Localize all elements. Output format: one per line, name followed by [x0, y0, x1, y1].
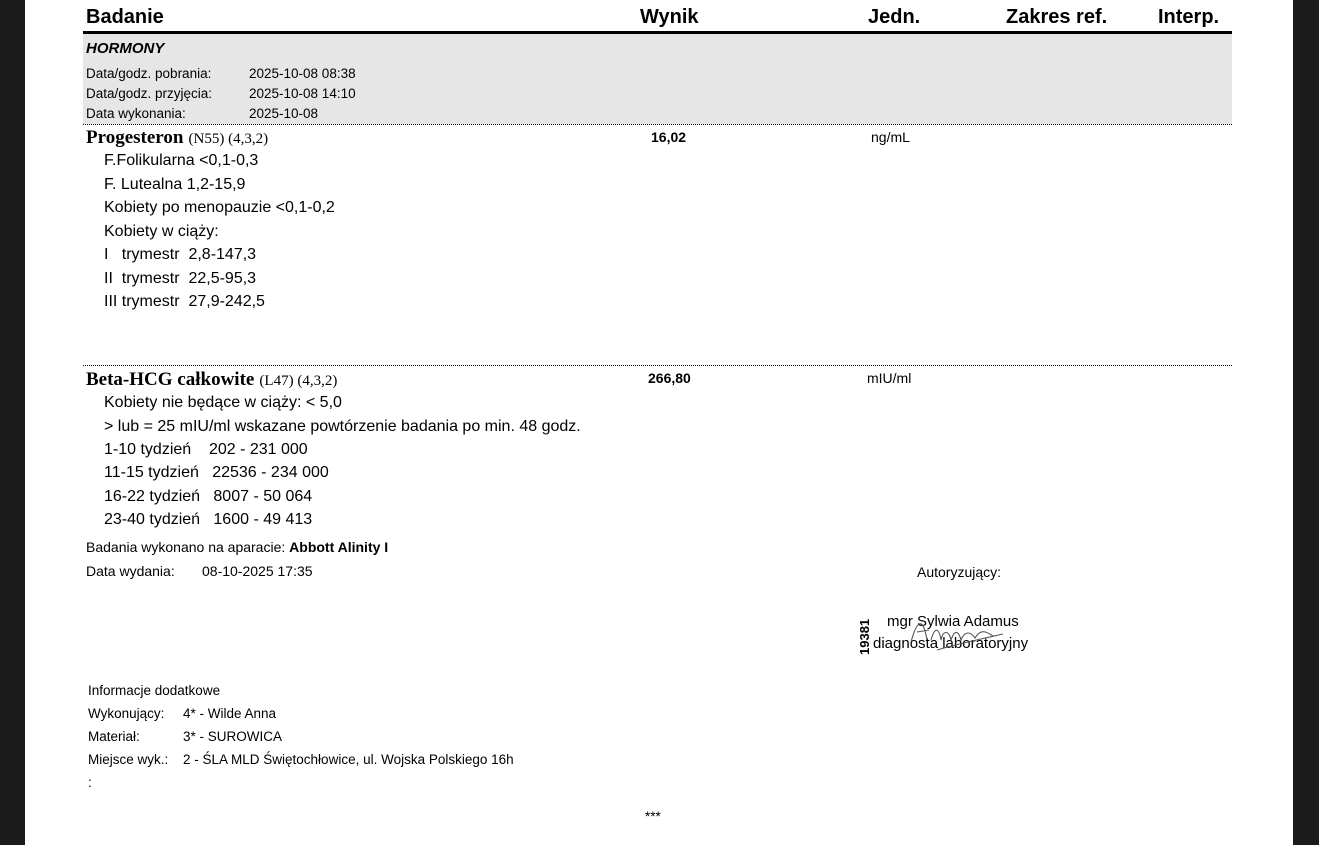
issue-value: 08-10-2025 17:35: [202, 563, 313, 579]
material-value: 3* - SUROWICA: [183, 729, 283, 744]
place-value: 2 - ŚLA MLD Świętochłowice, ul. Wojska Polskiego 16h: [183, 752, 514, 767]
material-label: Materiał:: [88, 729, 140, 744]
report-page: [25, 0, 1293, 845]
performer-label: Wykonujący:: [88, 706, 165, 721]
column-header-result: Wynik: [640, 6, 699, 28]
ref-line: 23-40 tydzień 1600 - 49 413: [104, 511, 313, 528]
ref-line: 1-10 tydzień 202 - 231 000: [104, 441, 308, 458]
device-info: [86, 539, 388, 555]
received-value: 2025-10-08 14:10: [249, 86, 356, 101]
device-value: Abbott Alinity I: [289, 539, 389, 555]
test-result: 16,02: [651, 129, 687, 145]
authorizer-name: mgr Sylwia Adamus: [887, 613, 1019, 630]
column-header-test: Badanie: [86, 6, 164, 28]
column-header-range: Zakres ref.: [1006, 6, 1108, 28]
test-name: Beta-HCG całkowite: [86, 369, 255, 390]
test-name: Progesteron: [86, 127, 184, 148]
performed-value: 2025-10-08: [249, 106, 319, 121]
ref-line: > lub = 25 mIU/ml wskazane powtórzenie badania po min. 48 godz.: [104, 418, 581, 435]
ref-line: 11-15 tydzień 22536 - 234 000: [104, 464, 329, 481]
test-result: 266,80: [648, 370, 691, 386]
ref-line: II trymestr 22,5-95,3: [104, 270, 257, 287]
device-label: Badania wykonano na aparacie:: [86, 539, 286, 555]
row-divider: [83, 365, 1232, 366]
performed-label: Data wykonania:: [86, 106, 186, 121]
place-label: Miejsce wyk.:: [88, 752, 169, 767]
authorization-label: Autoryzujący:: [917, 564, 1002, 580]
ref-line: I trymestr 2,8-147,3: [104, 246, 257, 263]
ref-line: F.Folikularna <0,1-0,3: [104, 152, 259, 169]
authorizer-id: 19381: [857, 618, 872, 655]
section-title: HORMONY: [86, 40, 165, 57]
row-divider: [83, 124, 1232, 125]
collected-label: Data/godz. pobrania:: [86, 66, 212, 81]
test-unit: mIU/ml: [867, 370, 912, 386]
ref-line: III trymestr 27,9-242,5: [104, 293, 265, 310]
ref-line: Kobiety nie będące w ciąży: < 5,0: [104, 394, 342, 411]
issue-label: Data wydania:: [86, 563, 175, 579]
additional-title: Informacje dodatkowe: [88, 683, 221, 698]
end-marker: ***: [645, 809, 661, 824]
additional-extra: :: [88, 775, 92, 790]
test-code: (L47) (4,3,2): [259, 373, 338, 389]
ref-line: Kobiety w ciąży:: [104, 223, 219, 240]
column-header-interp: Interp.: [1158, 6, 1220, 28]
column-header-unit: Jedn.: [868, 6, 921, 28]
authorizer-title: diagnosta laboratoryjny: [873, 635, 1029, 652]
ref-line: F. Lutealna 1,2-15,9: [104, 176, 246, 193]
collected-value: 2025-10-08 08:38: [249, 66, 356, 81]
ref-line: 16-22 tydzień 8007 - 50 064: [104, 488, 313, 505]
test-row-beta-hcg: [86, 369, 337, 391]
test-unit: ng/mL: [871, 129, 910, 145]
test-row-progesteron: [86, 127, 268, 149]
received-label: Data/godz. przyjęcia:: [86, 86, 213, 101]
signature-icon: [907, 610, 1017, 660]
ref-line: Kobiety po menopauzie <0,1-0,2: [104, 199, 335, 216]
test-code: (N55) (4,3,2): [188, 131, 269, 147]
performer-value: 4* - Wilde Anna: [183, 706, 277, 721]
